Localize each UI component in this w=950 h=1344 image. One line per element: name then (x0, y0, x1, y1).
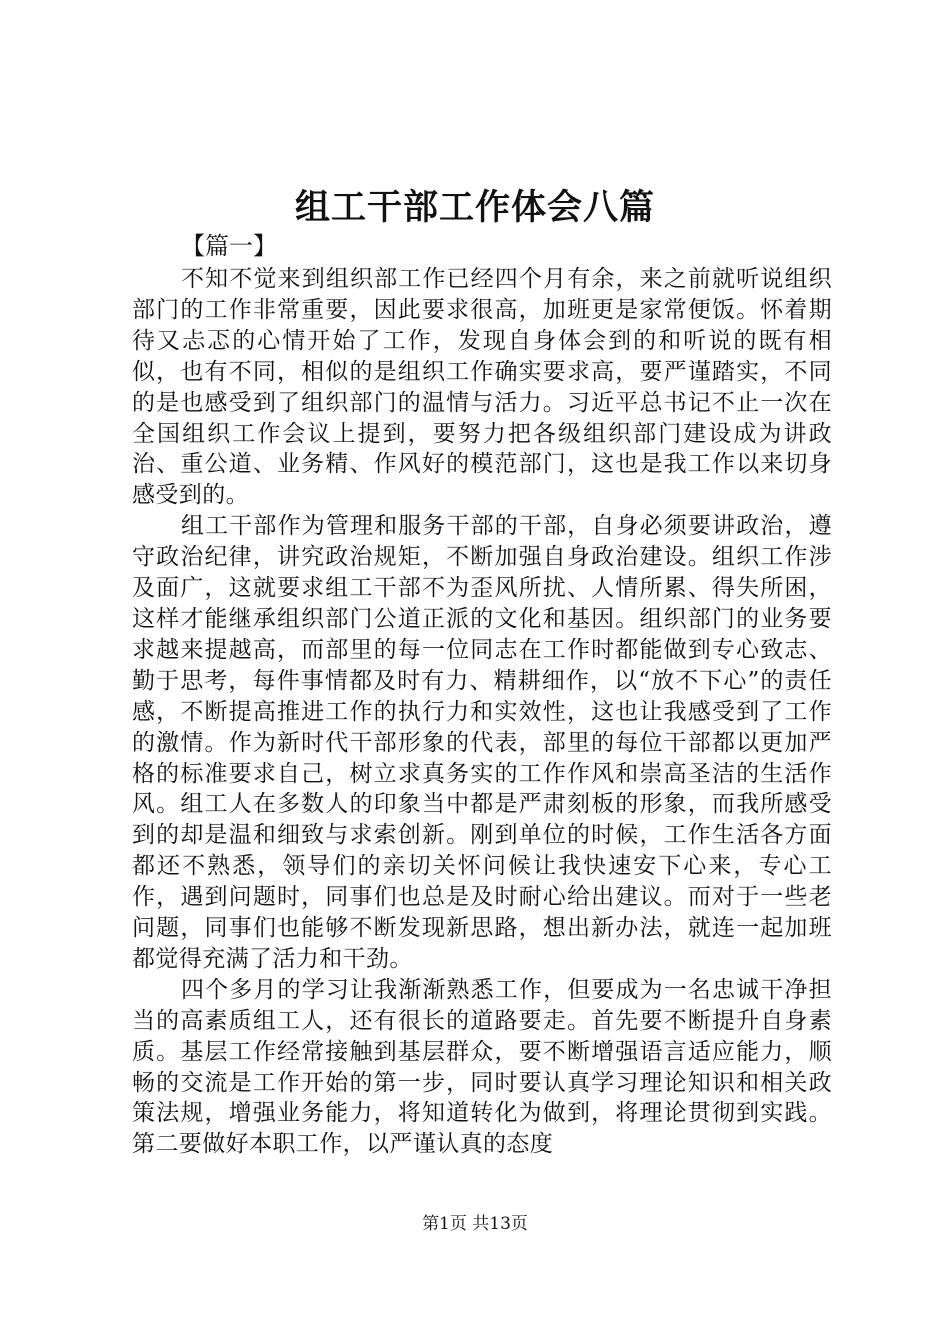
paragraph-3: 四个多月的学习让我渐渐熟悉工作，但要成为一名忠诚干净担当的高素质组工人，还有很长的道路要走。首先要不断提升自身素质。基层工作经常接触到基层群众，要不断增强语言适应能力，顺畅的交流是工作开始的第一步，同时要认真学习理论知识和相关政策法规，增强业务能力，将知道转化为做到，将理论贯彻到实践。第二要做好本职工作，以严谨认真的态度 (132, 976, 832, 1158)
paragraph-1: 不知不觉来到组织部工作已经四个月有余，来之前就听说组织部门的工作非常重要，因此要求很高，加班更是家常便饭。怀着期待又忐忑的心情开始了工作，发现自身体会到的和听说的既有相似，也有不同，相似的是组织工作确实要求高，要严谨踏实，不同的是也感受到了组织部门的温情与活力。习近平总书记不止一次在全国组织工作会议上提到，要努力把各级组织部门建设成为讲政治、重公道、业务精、作风好的模范部门，这也是我工作以来切身感受到的。 (132, 266, 832, 509)
document-title: 组工干部工作体会八篇 (294, 187, 655, 228)
document-body (132, 228, 832, 1160)
paragraph-2: 组工干部作为管理和服务干部的干部，自身必须要讲政治，遵守政治纪律，讲究政治规矩，不断加强自身政治建设。组织工作涉及面广，这就要求组工干部不为歪风所扰、人情所累、得失所困，这样才能继承组织部门公道正派的文化和基因。组织部门的业务要求越来提越高，而部里的每一位同志在工作时都能做到专心致志、勤于思考，每件事情都及时有力、精耕细作，以“放不下心”的责任感，不断提高推进工作的执行力和实效性，这也让我感受到了工作的激情。作为新时代干部形象的代表，部里的每位干部都以更加严格的标准要求自己，树立求真务实的工作作风和崇高圣洁的生活作风。组工人在多数人的印象当中都是严肃刻板的形象，而我所感受到的却是温和细致与求索创新。刚到单位的时候，工作生活各方面都还不熟悉，领导们的亲切关怀问候让我快速安下心来，专心工作，遇到问题时，同事们也总是及时耐心给出建议。而对于一些老问题，同事们也能够不断发现新思路，想出新办法，就连一起加班都觉得充满了活力和干劲。 (132, 513, 832, 972)
section-label: 【篇一】 (181, 232, 277, 260)
page-footer: 第1页 共13页 (422, 1214, 528, 1234)
